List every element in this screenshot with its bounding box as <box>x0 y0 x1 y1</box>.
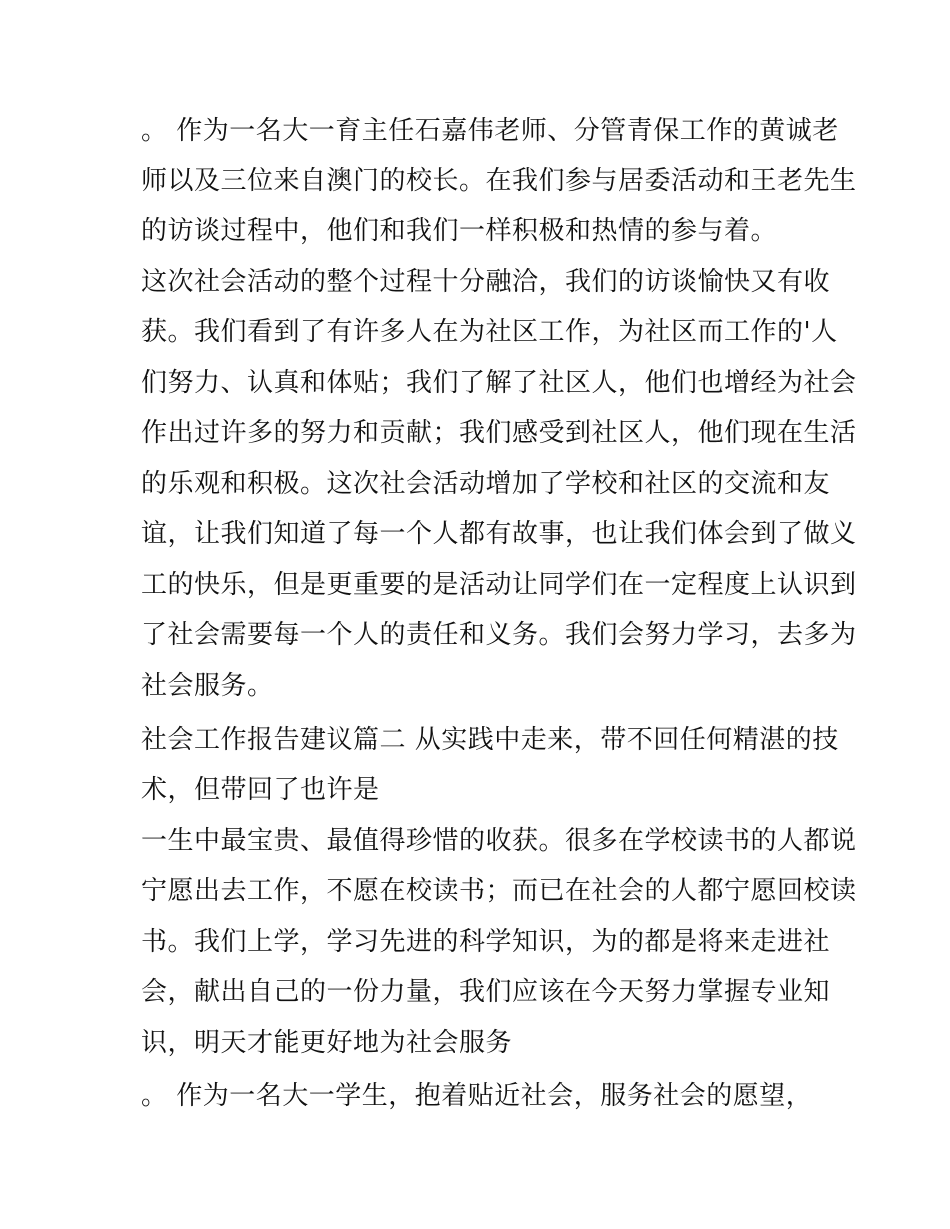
text-line: 书。我们上学，学习先进的科学知识，为的都是将来走进社 <box>141 927 831 957</box>
text-line: 谊，让我们知道了每一个人都有故事，也让我们体会到了做义 <box>141 519 857 549</box>
text-line: 这次社会活动的整个过程十分融洽，我们的访谈愉快又有收 <box>141 267 831 297</box>
text-line: 们努力、认真和体贴；我们了解了社区人，他们也增经为社会 <box>141 368 857 398</box>
text-line: 会，献出自己的一份力量，我们应该在今天努力掌握专业知 <box>141 977 831 1007</box>
text-line: 的乐观和积极。这次社会活动增加了学校和社区的交流和友 <box>141 469 831 499</box>
text-line: 获。我们看到了有许多人在为社区工作，为社区而工作的'人 <box>141 317 838 347</box>
text-line: 。 作为一名大一学生，抱着贴近社会，服务社会的愿望， <box>141 1081 813 1111</box>
text-line: 的访谈过程中，他们和我们一样积极和热情的参与着。 <box>141 216 778 246</box>
text-line: 工的快乐，但是更重要的是活动让同学们在一定程度上认识到 <box>141 570 857 600</box>
text-line: 识，明天才能更好地为社会服务 <box>141 1028 513 1058</box>
text-line: 作出过许多的努力和贡献；我们感受到社区人，他们现在生活 <box>141 418 857 448</box>
text-line: 术，但带回了也许是 <box>141 775 380 805</box>
text-line: 一生中最宝贵、最值得珍惜的收获。很多在学校读书的人都说 <box>141 826 857 856</box>
text-line: 社会服务。 <box>141 671 274 701</box>
text-line: 了社会需要每一个人的责任和义务。我们会努力学习，去多为 <box>141 620 857 650</box>
text-line: 社会工作报告建议篇二 从实践中走来，带不回任何精湛的技 <box>141 725 839 755</box>
text-line: 宁愿出去工作，不愿在校读书；而已在社会的人都宁愿回校读 <box>141 876 857 906</box>
text-line: 师以及三位来自澳门的校长。在我们参与居委活动和王老先生 <box>141 166 857 196</box>
text-line: 。 作为一名大一育主任石嘉伟老师、分管青保工作的黄诚老 <box>141 116 839 146</box>
